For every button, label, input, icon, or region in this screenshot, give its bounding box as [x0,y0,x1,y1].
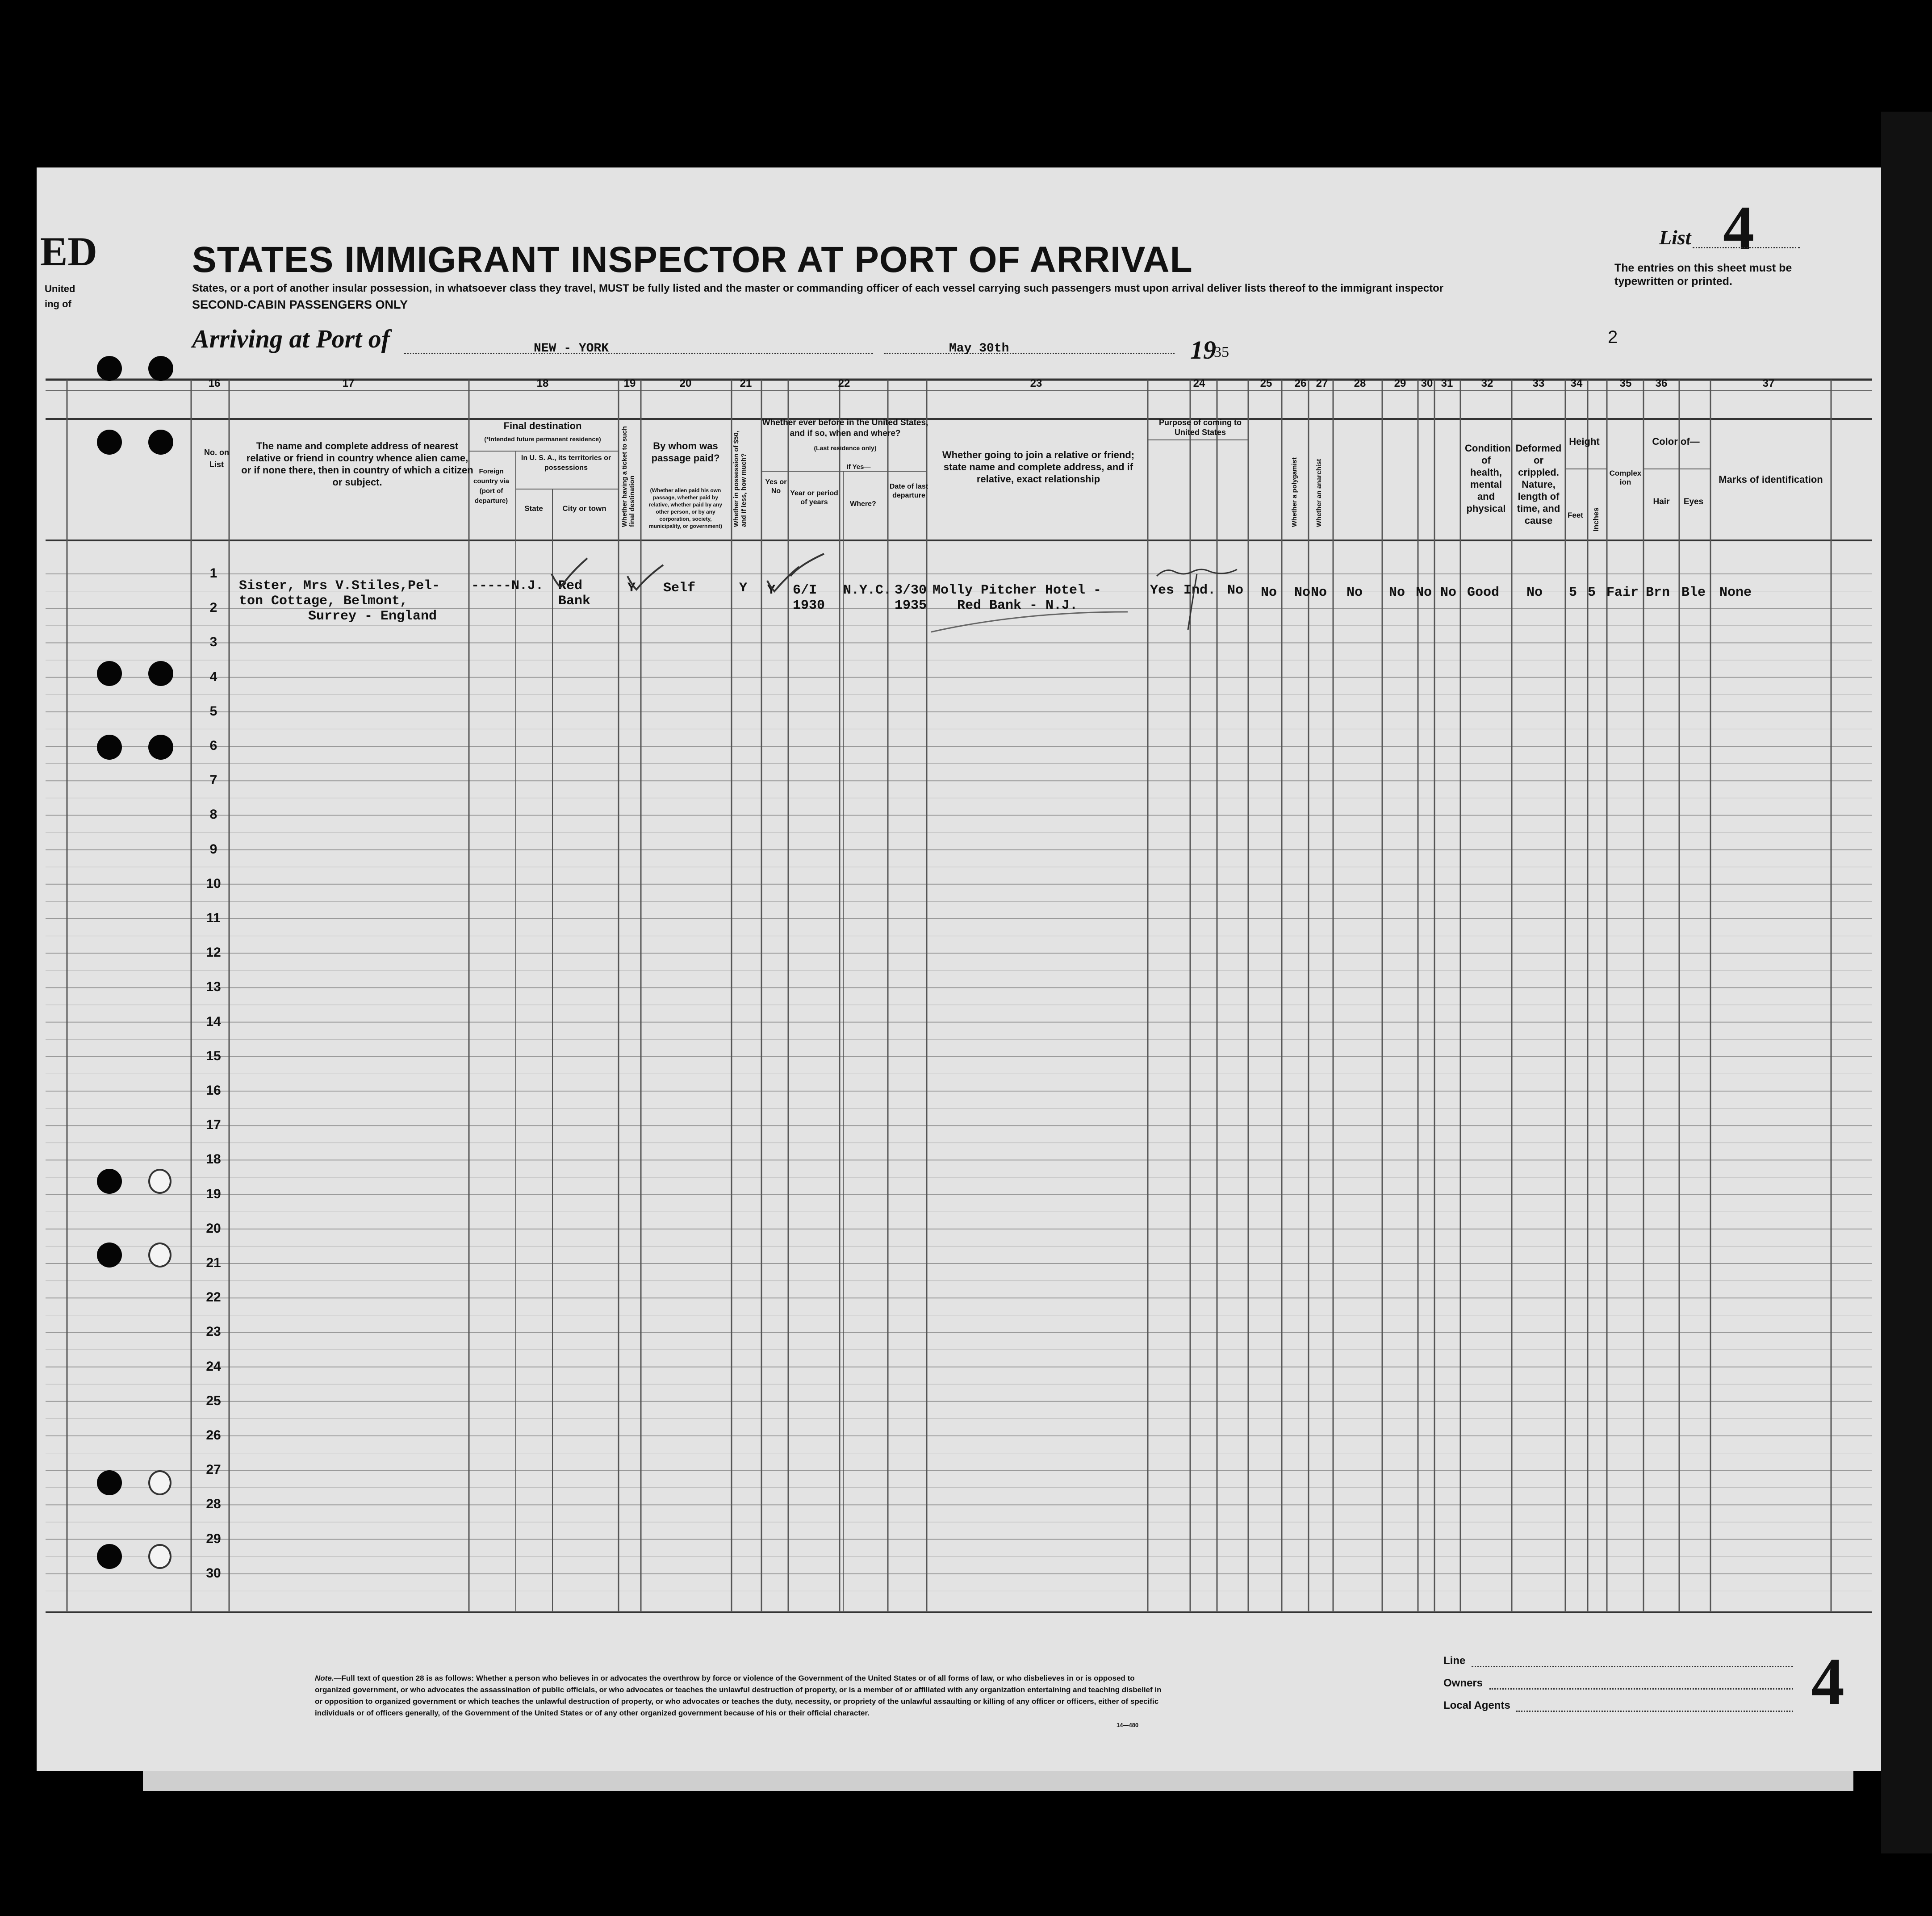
column-number: 33 [1532,377,1545,389]
header-col36-eyes: Eyes [1683,497,1704,506]
entry-inches: 5 [1588,585,1596,600]
date-underline [884,353,1175,354]
entry-join [933,583,1101,613]
row-number: 20 [206,1221,221,1236]
header-col18-usa: In U. S. A., its territories or possessions [521,454,611,472]
row-number: 12 [206,945,221,960]
header-col18: Final destination [503,420,582,431]
instructions-text: States, or a port of another insular possession, in whatsoever class they travel, MUST be fully listed and the master or commanding officer of each vessel carrying such passengers must upon arrival deliver lists thereof to the immigrant inspector [192,282,1444,294]
punch-hole [97,661,122,686]
row-number: 10 [206,876,221,891]
header-col26: Whether a polygamist [1291,457,1298,527]
column-number: 18 [536,377,549,389]
row-number: 26 [206,1428,221,1443]
punch-hole [148,1544,171,1569]
punch-hole [148,356,173,381]
entry-marks: None [1719,585,1752,600]
header-col20-sub: (Whether alien paid his own passage, whether paid by relative, whether paid by any other person, or by any corporation, society, municipality, or government) [648,487,723,529]
left-line: ing of [45,298,71,310]
entry-city [558,578,590,609]
row-number: 5 [209,703,217,719]
entry-col31: No [1440,585,1457,600]
entry-year-line: 1930 [793,598,825,613]
row-number: 17 [206,1117,221,1133]
entry-purpose-c: No [1227,583,1244,598]
ruling-grid [37,167,1881,1771]
header-col36-hair: Hair [1653,497,1670,506]
entry-city-line: Bank [558,594,591,609]
header-col34-inches: Inches [1592,507,1600,531]
row-number: 25 [206,1393,221,1408]
header-col22: Whether ever before in the United States, and if so, when and where? [762,418,928,438]
list-number: 4 [1723,193,1754,263]
row-number: 19 [206,1186,221,1201]
row-number: 16 [206,1083,221,1098]
entry-money: Y [739,581,748,596]
entry-year-line: 6/I [793,583,817,598]
left-header-fragment: ED [40,229,97,274]
entry-where: N.Y.C. [843,583,892,598]
header-col22-ifyes: If Yes— [846,463,871,471]
entry-col28: No [1347,585,1363,600]
header-col18-city: City or town [562,504,606,513]
punch-hole [97,1169,122,1194]
header-col19: Whether having a ticket to such final destination [621,426,636,527]
punch-hole [97,430,122,455]
header-col22-departure: Date of last departure [889,483,928,499]
entry-feet: 5 [1569,585,1577,600]
header-col34: Height [1569,436,1600,447]
punch-hole [97,1470,122,1495]
punch-hole [97,1544,122,1569]
row-number: 28 [206,1497,221,1512]
header-col27: Whether an anarchist [1315,459,1323,527]
left-header-lines [45,281,75,312]
entry-year [793,583,825,613]
punch-hole [148,1470,171,1495]
punch-hole [148,661,173,686]
year-prefix: 19 [1190,335,1216,364]
column-number: 16 [208,377,221,389]
line-underline [1472,1666,1793,1667]
entry-before-in-us: Y [767,583,776,598]
column-number: 23 [1030,377,1042,389]
entry-complexion: Fair [1606,585,1639,600]
row-number: 21 [206,1255,221,1270]
row-number: 8 [209,807,217,822]
list-underline [1693,247,1800,248]
scan-background-edge [1881,112,1932,1853]
local-agents-label: Local Agents [1443,1699,1510,1711]
column-number: 27 [1316,377,1328,389]
entry-departure [895,583,927,613]
punch-hole [148,1169,171,1194]
header-col23: Whether going to join a relative or friend; state name and complete address, and if relative, exact relationship [942,449,1135,485]
row-number: 7 [209,773,217,788]
entry-col30: No [1416,585,1432,600]
header-col34-feet: Feet [1568,511,1583,519]
header-col18-sub: (*Intended future permanent residence) [484,435,601,443]
list-note: The entries on this sheet must be typewritten or printed. [1614,262,1792,288]
header-col17: The name and complete address of nearest relative or friend in country whence alien came, or if none there, then in country of which a citizen or subject. [241,440,473,488]
line-label: Line [1443,1655,1466,1667]
row-number: 2 [209,600,217,615]
row-number: 15 [206,1048,221,1063]
punch-hole [148,735,173,760]
column-number: 17 [342,377,355,389]
column-number: 36 [1655,377,1668,389]
column-number: 32 [1481,377,1493,389]
column-number: 20 [679,377,692,389]
column-number: 29 [1394,377,1406,389]
header-col22-where: Where? [850,500,876,508]
entry-passage-paid: Self [663,581,696,596]
header-col32: Condition of health, mental and physical [1465,443,1511,514]
entry-ticket: Y [627,581,636,596]
header-col22-yesno: Yes or No [765,478,787,495]
header-col36: Color of— [1652,436,1700,447]
row-number: 23 [206,1324,221,1339]
row-number: 11 [206,911,221,925]
entry-purpose-b: Ind. [1183,583,1216,598]
entry-col27: No [1311,585,1327,600]
column-number: 37 [1762,377,1775,389]
arriving-label: Arriving at Port of [192,324,390,353]
row-number: 13 [206,979,221,995]
column-number: 22 [838,377,850,389]
entry-departure-line: 3/30 [895,583,927,598]
entry-relative-line: ton Cottage, Belmont, [239,594,408,609]
year-suffix: 35 [1214,344,1229,360]
header-col22-sub: (Last residence only) [814,444,877,452]
entry-state: N.J. [511,578,544,594]
owners-label: Owners [1443,1677,1483,1689]
passenger-class-line: SECOND-CABIN PASSENGERS ONLY [192,298,408,311]
port-value: NEW - YORK [534,342,609,356]
row-number: 6 [209,738,217,753]
column-number: 30 [1421,377,1433,389]
column-number: 25 [1260,377,1272,389]
row-number: 30 [206,1565,221,1581]
entry-deformed: No [1526,585,1543,600]
header-col18-foreign: Foreign country via (port of departure) [473,468,510,505]
entry-relative [239,578,440,624]
punch-hole [148,430,173,455]
punch-hole [97,1242,122,1268]
entry-foreign-country: ----- [471,578,512,594]
row-number: 3 [209,635,217,650]
header-col37: Marks of identification [1719,474,1823,485]
entry-hair: Brn [1646,585,1670,600]
form-number: 14—480 [1117,1722,1139,1728]
column-number: 21 [740,377,752,389]
entry-col25: No [1261,585,1277,600]
header-col22-year: Year or period of years [790,489,838,506]
entry-departure-line: 1935 [895,598,927,613]
header-col18-state: State [524,504,543,513]
row-number: 1 [209,566,217,581]
header-col24: Purpose of coming to United States [1158,418,1242,437]
column-number: 26 [1294,377,1307,389]
header-col20: By whom was passage paid? [651,440,720,464]
port-underline [404,353,873,354]
manifest-sheet [37,167,1881,1771]
page-title: STATES IMMIGRANT INSPECTOR AT PORT OF ARRIVAL [192,239,1193,280]
row-number: 18 [206,1152,221,1167]
column-number: 28 [1354,377,1366,389]
row-number: 24 [206,1359,221,1374]
header-col16: No. on List [204,448,229,469]
entry-relative-line: Sister, Mrs V.Stiles,Pel- [239,578,440,594]
punch-hole [97,356,122,381]
header-col35: Complexion [1609,469,1642,486]
note-text: —Full text of question 28 is as follows: Whether a person who believes in or advocates the overthrow by force or violence of the Government of the United States or of all forms of law, or who disbelieves in or is opposed to organized government, or who advocates the assassination of public officials, or who advocates or teaches the unlawful destruction of property, or is a member of or affiliated with any organization entertaining and teaching disbelief in or opposition to organized government or which teaches the unlawful destruction of property, or who advocates or teaches the duty, necessity, or propriety of the unlawful assaulting or killing of any officer or officers, either of specific individuals or of officers generally, of the Government of the United States or of any other organized government because of his or their official character. [315,1674,1162,1717]
entry-col26: No [1294,585,1311,600]
owners-underline [1489,1688,1793,1690]
entry-join-line: Molly Pitcher Hotel - [933,583,1102,598]
header-col21: Whether in possession of $50, and if less, how much? [732,431,748,527]
page-number: 2 [1608,327,1618,347]
row-number: 14 [206,1014,221,1029]
row-number: 27 [206,1462,221,1477]
entry-health: Good [1467,585,1500,600]
column-number: 31 [1441,377,1453,389]
row-number: 4 [209,669,217,684]
punch-hole [97,735,122,760]
footer-note [315,1673,1168,1719]
row-number: 9 [209,841,217,857]
entry-col29: No [1389,585,1405,600]
entry-eyes: Ble [1681,585,1706,600]
date-value: May 30th [949,342,1009,356]
agents-underline [1516,1711,1793,1712]
column-number: 35 [1619,377,1632,389]
punch-hole [148,1242,171,1268]
entry-city-line: Red [558,578,583,594]
header-col33: Deformed or crippled. Nature, length of time, and cause [1515,443,1562,526]
list-label: List [1659,226,1691,249]
page-number-large: 4 [1811,1644,1844,1719]
column-number: 19 [623,377,636,389]
left-line: United [45,283,75,294]
entry-relative-line: Surrey - England [308,609,437,624]
note-label: Note. [315,1674,334,1682]
entry-purpose-a: Yes [1150,583,1175,598]
column-number: 24 [1193,377,1205,389]
entry-join-line: Red Bank - N.J. [957,598,1078,613]
row-number: 29 [206,1531,221,1546]
column-number: 34 [1570,377,1583,389]
row-number: 22 [206,1290,221,1305]
